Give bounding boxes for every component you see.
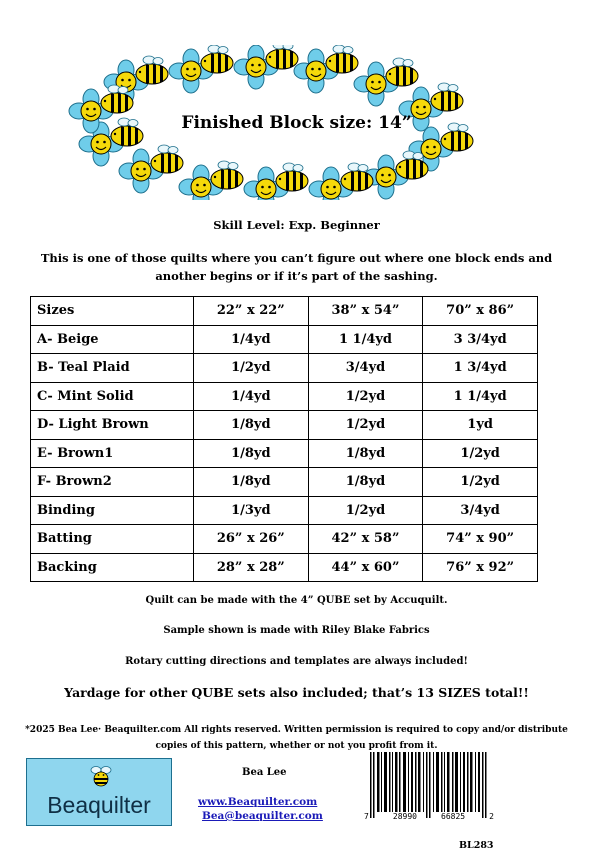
table-cell: 1/2yd: [308, 411, 423, 440]
table-cell: 1/2yd: [423, 439, 538, 468]
row-label: D- Light Brown: [31, 411, 194, 440]
table-row: [31, 553, 538, 582]
author-name: Bea Lee: [242, 767, 287, 778]
table-row: [31, 325, 538, 354]
fabric-requirements-table: [30, 296, 538, 582]
table-row: [31, 468, 538, 497]
table-row: [31, 382, 538, 411]
barcode: [368, 752, 490, 818]
pattern-code: BL283: [459, 840, 494, 851]
table-cell: 28” x 28”: [194, 553, 309, 582]
row-label: Binding: [31, 496, 194, 525]
table-cell: 1/8yd: [194, 411, 309, 440]
column-header: 22” x 22”: [194, 297, 309, 326]
copyright-notice: *2025 Bea Lee· Beaquilter.com All rights reserved. Written permission is required to copy and/or distribute copies of this pattern, whether or not you profit from it.: [25, 725, 568, 751]
table-cell: 3/4yd: [423, 496, 538, 525]
barcode-digit: 66825: [441, 812, 466, 821]
table-cell: 44” x 60”: [308, 553, 423, 582]
table-cell: 1/8yd: [308, 439, 423, 468]
row-label: A- Beige: [31, 325, 194, 354]
table-cell: 76” x 92”: [423, 553, 538, 582]
table-cell: 1/8yd: [194, 468, 309, 497]
table-cell: 1/8yd: [194, 439, 309, 468]
yardage-note: Yardage for other QUBE sets also included; that’s 13 SIZES total!!: [64, 685, 529, 700]
barcode-digit: 7: [364, 812, 369, 821]
bee-icon: [89, 765, 113, 787]
sample-note: Sample shown is made with Riley Blake Fabrics: [163, 625, 430, 636]
table-cell: 1/2yd: [308, 382, 423, 411]
table-cell: 26” x 26”: [194, 525, 309, 554]
row-label: Backing: [31, 553, 194, 582]
table-header-row: [31, 297, 538, 326]
table-cell: 42” x 58”: [308, 525, 423, 554]
logo-text: Beaquilter: [47, 792, 151, 818]
email-link[interactable]: Bea@beaquilter.com: [202, 810, 323, 822]
row-label: E- Brown1: [31, 439, 194, 468]
table-cell: 1/2yd: [423, 468, 538, 497]
table-row: [31, 354, 538, 383]
table-cell: 1 3/4yd: [423, 354, 538, 383]
qube-note: Quilt can be made with the 4” QUBE set by Accuquilt.: [145, 595, 448, 606]
skill-level: Skill Level: Exp. Beginner: [213, 218, 380, 232]
column-header: 70” x 86”: [423, 297, 538, 326]
table-cell: 1/8yd: [308, 468, 423, 497]
table-cell: 1/4yd: [194, 325, 309, 354]
pattern-description: This is one of those quilts where you can’t figure out where one block ends and another begins or if it’s part of the sashing.: [40, 251, 553, 283]
row-label: C- Mint Solid: [31, 382, 194, 411]
website-link[interactable]: www.Beaquilter.com: [198, 796, 318, 808]
table-cell: 3 3/4yd: [423, 325, 538, 354]
barcode-digits: [364, 812, 494, 821]
table-cell: 1 1/4yd: [423, 382, 538, 411]
row-label: Batting: [31, 525, 194, 554]
table-cell: 74” x 90”: [423, 525, 538, 554]
table-cell: 1/4yd: [194, 382, 309, 411]
finished-block-size: Finished Block size: 14”: [181, 113, 412, 133]
table-row: [31, 496, 538, 525]
row-label: B- Teal Plaid: [31, 354, 194, 383]
column-header: 38” x 54”: [308, 297, 423, 326]
table-cell: 1/3yd: [194, 496, 309, 525]
row-label: F- Brown2: [31, 468, 194, 497]
table-row: [31, 439, 538, 468]
barcode-digit: 28990: [392, 812, 417, 821]
column-header: Sizes: [31, 297, 194, 326]
table-row: [31, 411, 538, 440]
barcode-digit: 2: [489, 812, 494, 821]
table-cell: 1/2yd: [194, 354, 309, 383]
table-cell: 1yd: [423, 411, 538, 440]
table-cell: 1 1/4yd: [308, 325, 423, 354]
rotary-note: Rotary cutting directions and templates are always included!: [125, 656, 468, 667]
table-cell: 1/2yd: [308, 496, 423, 525]
table-row: [31, 525, 538, 554]
beaquilter-logo: [26, 758, 172, 826]
table-cell: 3/4yd: [308, 354, 423, 383]
